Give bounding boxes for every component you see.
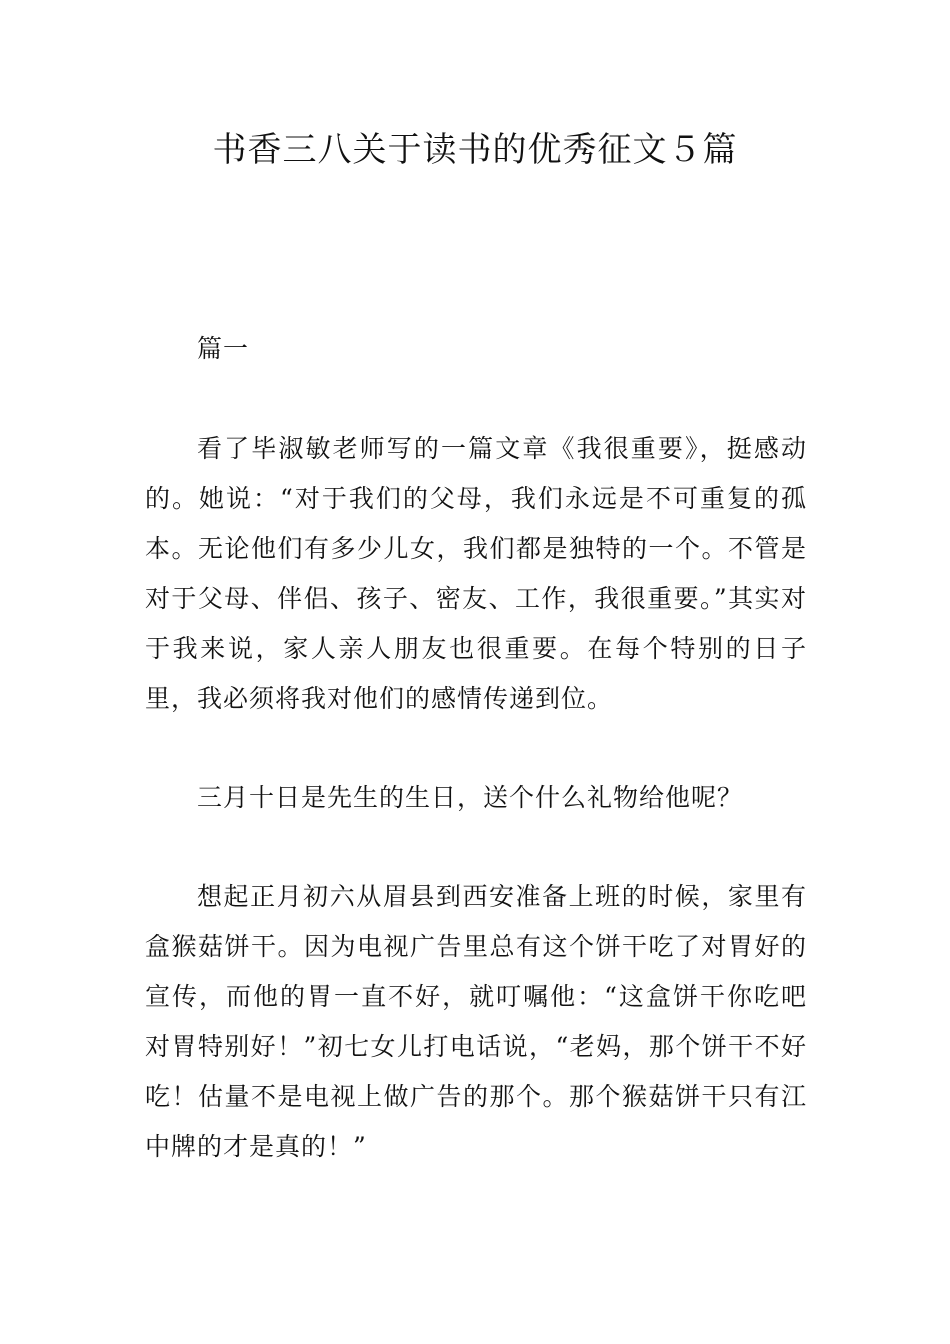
paragraph: 想起正月初六从眉县到西安准备上班的时候，家里有盒猴菇饼干。因为电视广告里总有这个饼干吃了对胃好的宣传，而他的胃一直不好，就叮嘱他：“这盒饼干你吃吧对胃特别好！”初七女儿打电话说，“老妈，那个饼干不好吃！估量不是电视上做广告的那个。那个猴菇饼干只有江中牌的才是真的！” [145,882,807,1161]
section-heading: 篇一 [197,334,250,363]
paragraph: 三月十日是先生的生日，送个什么礼物给他呢？ [197,783,744,812]
paragraph: 看了毕淑敏老师写的一篇文章《我很重要》，挺感动的。她说：“对于我们的父母，我们永远是不可重复的孤本。无论他们有多少儿女，我们都是独特的一个。不管是对于父母、伴侣、孩子、密友、工作，我很重要。”其实对于我来说，家人亲人朋友也很重要。在每个特别的日子里，我必须将我对他们的感情传递到位。 [145,434,807,713]
document-title: 书香三八关于读书的优秀征文５篇 [212,130,738,170]
